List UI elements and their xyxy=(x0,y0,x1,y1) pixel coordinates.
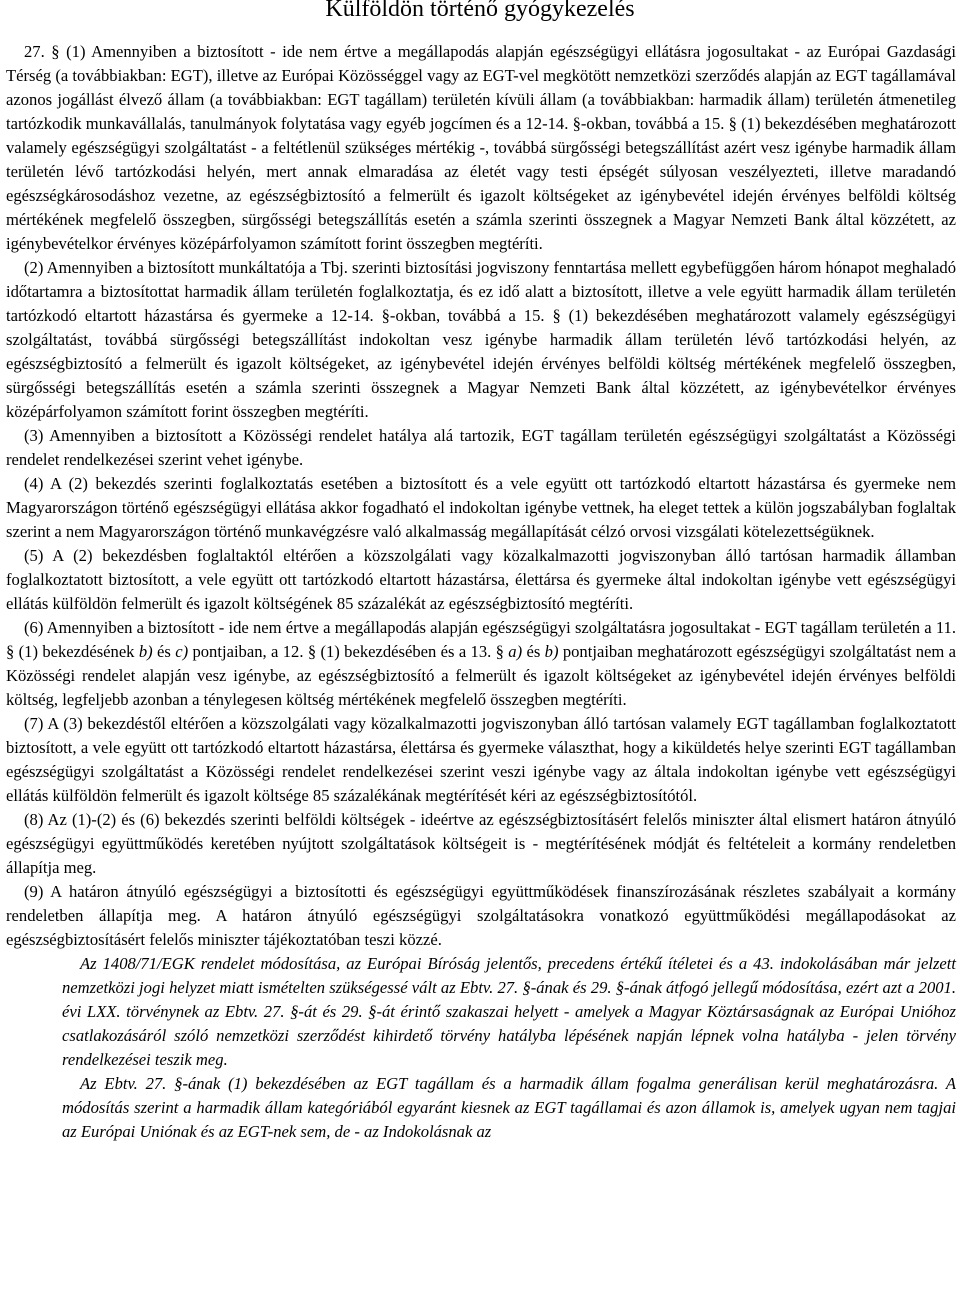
paragraph-27-6-text: és xyxy=(152,642,176,661)
paragraph-27-1: 27. § (1) Amennyiben a biztosított - ide nem értve a megállapodás alapján egészségügyi ellátásra jogosultakat - az Európai Gazdasági Térség (a továbbiakban: EGT), illetve az Európai Közösséggel vagy az EGT-vel megkötött nemzetközi szerződés alapján az EGT tagállamával azonos jogállást élvező állam (a továbbiakban: EGT tagállam) területén kívüli állam (a továbbiakban: harmadik állam) területén átmenetileg tartózkodik munkavállalás, tanulmányok folytatása vagy egyéb jogcímen és a 12-14. §-okban, továbbá a 15. § (1) bekezdésében meghatározott valamely egészségügyi szolgáltatást - a feltétlenül szükséges mértékig -, továbbá sürgősségi betegszállítást azért vesz igénybe harmadik állam területén lévő tartózkodási helyén, mert annak elmaradása az életét vagy testi épségét súlyosan veszélyezteti, illetve maradandó egészségkárosodáshoz vezetne, az egészségbiztosító a felmerült és igazolt költségeket az igénybevétel idején érvényes belföldi költség mértékének megfelelő összegben, sürgősségi betegszállítás esetén a számla szerinti összegnek a Magyar Nemzeti Bank által közzétett, az igénybevételkor érvényes középárfolyamon számított forint összegben megtéríti. xyxy=(6,42,956,253)
commentary-note-2: Az Ebtv. 27. §-ának (1) bekezdésében az EGT tagállam és a harmadik állam fogalma generálisan kerül meghatározásra. A módosítás szerint a harmadik állam kategóriából egyaránt kiesnek az EGT tagállamai és azon államok is, amelyek ugyan nem tagjai az Európai Uniónak és az EGT-nek sem, de - az Indokolásnak az xyxy=(62,1074,956,1141)
paragraph-27-6-text: pontjaiban, a 12. § (1) bekezdésében és a 13. § xyxy=(188,642,509,661)
paragraph-27-6-text: (6) Amennyiben a biztosított - ide nem értve a megállapodás alapján egészségügyi szolgáltatásra jogosultakat - EGT tagállam területén a 11. § (1) bekezdésének xyxy=(6,618,956,661)
paragraph-27-8: (8) Az (1)-(2) és (6) bekezdés szerinti belföldi költségek - ideértve az egészségbiztosításért felelős miniszter által elismert határon átnyúló egészségügyi együttműködés keretében nyújtott szolgáltatások költségeit is - megtérítésének módját és feltételeit a kormány rendeletben állapítja meg. xyxy=(6,810,956,877)
commentary-note-1: Az 1408/71/EGK rendelet módosítása, az Európai Bíróság jelentős, precedens értékű ítéletei és a 43. indokolásában már jelzett nemzetközi jogi helyzet miatt ismételten szükségessé vált az Ebtv. 27. §-ának és 29. §-ának átfogó jellegű módosítása, ezért azt a 2001. évi LXX. törvénynek az Ebtv. 27. §-át és 29. §-át érintő szakaszai helyett - amelyek a Magyar Köztársaságnak az Európai Unióhoz csatlakozásáról szóló nemzetközi szerződést kihirdető törvény hatályba lépésének napján lépnek volna hatályba - jelen törvény rendelkezései teszik meg. xyxy=(62,954,956,1069)
page-title: Külföldön történő gyógykezelés xyxy=(325,0,635,22)
paragraph-27-5: (5) A (2) bekezdésben foglaltaktól eltérően a közszolgálati vagy közalkalmazotti jogviszonyban álló tartósan harmadik államban foglalkoztatott biztosított, a vele együtt ott tartózkodó eltartott házastársa, élettársa és gyermeke által indokoltan igénybe vett egészségügyi ellátás külföldön felmerült és igazolt költségének 85 százalékát az egészségbiztosító megtéríti. xyxy=(6,546,956,613)
paragraph-27-2: (2) Amennyiben a biztosított munkáltatója a Tbj. szerinti biztosítási jogviszony fenntartása mellett egybefüggően három hónapot meghaladó időtartamra a biztosítottat harmadik állam területén foglalkoztatja, és ez idő alatt a biztosított, illetve a vele együtt harmadik állam területén tartózkodó eltartott házastársa és gyermeke a 12-14. §-okban, továbbá a 15. § (1) bekezdésében meghatározott valamely egészségügyi szolgáltatást, továbbá sürgősségi betegszállítást indokoltan vesz igénybe harmadik állam területén lévő tartózkodási helyén, az egészségbiztosító a felmerült és igazolt költségeket, az igénybevétel idején érvényes belföldi költség mértékének megfelelő összegben, sürgősségi betegszállítás esetén a számla szerinti összegnek a Magyar Nemzeti Bank által közzétett, az igénybevételkor érvényes középárfolyamon számított forint összegben megtéríti. xyxy=(6,258,956,421)
point-c-ref: c) xyxy=(175,642,189,661)
point-a-ref: a) xyxy=(508,642,523,661)
point-b-ref: b) xyxy=(544,642,559,661)
paragraph-27-3: (3) Amennyiben a biztosított a Közösségi rendelet hatálya alá tartozik, EGT tagállam területén egészségügyi szolgáltatást a Közösségi rendelet rendelkezései szerint vehet igénybe. xyxy=(6,426,956,469)
document-body xyxy=(6,40,956,1144)
paragraph-27-6-text: pontjaiban meghatározott egészségügyi szolgáltatást nem a Közösségi rendelet alapján vesz igénybe, az egészségbiztosító a felmerült és igazolt költségeket az igénybevétel idején érvényes belföldi költség, legfeljebb azonban a ténylegesen költség mértékének megfelelő összegben megtéríti. xyxy=(6,642,956,709)
paragraph-27-7: (7) A (3) bekezdéstől eltérően a közszolgálati vagy közalkalmazotti jogviszonyban álló tartósan valamely EGT tagállamban foglalkoztatott biztosított, a vele együtt ott tartózkodó eltartott házastársa, élettársa és gyermeke választhat, hogy a kiküldetés helye szerinti EGT tagállamban egészségügyi szolgáltatást a Közösségi rendelet rendelkezései szerint veszi igénybe vagy az általa indokoltan igénybe vett egészségügyi ellátás külföldön felmerült és igazolt költsége 85 százalékának megtérítését kéri az egészségbiztosítótól. xyxy=(6,714,956,805)
paragraph-27-6 xyxy=(6,616,956,712)
point-b-ref: b) xyxy=(138,642,153,661)
paragraph-27-4: (4) A (2) bekezdés szerinti foglalkoztatás esetében a biztosított és a vele együtt ott tartózkodó eltartott házastársa és gyermeke nem Magyarországon történő egészségügyi ellátása akkor fogadható el indokoltan igénybe vettnek, ha eleget tettek a külön jogszabályban foglaltak szerint a nem Magyarországon történő munkavégzésre való alkalmasság megállapítását célzó orvosi vizsgálati kötelezettségüknek. xyxy=(6,474,956,541)
paragraph-27-6-text: és xyxy=(522,642,545,661)
paragraph-27-9: (9) A határon átnyúló egészségügyi a biztosítotti és egészségügyi együttműködések finanszírozásának részletes szabályait a kormány rendeletben állapítja meg. A határon átnyúló egészségügyi szolgáltatásokra vonatkozó együttműködési megállapodásokat az egészségbiztosításért felelős miniszter tájékoztatóban teszi közzé. xyxy=(6,882,956,949)
